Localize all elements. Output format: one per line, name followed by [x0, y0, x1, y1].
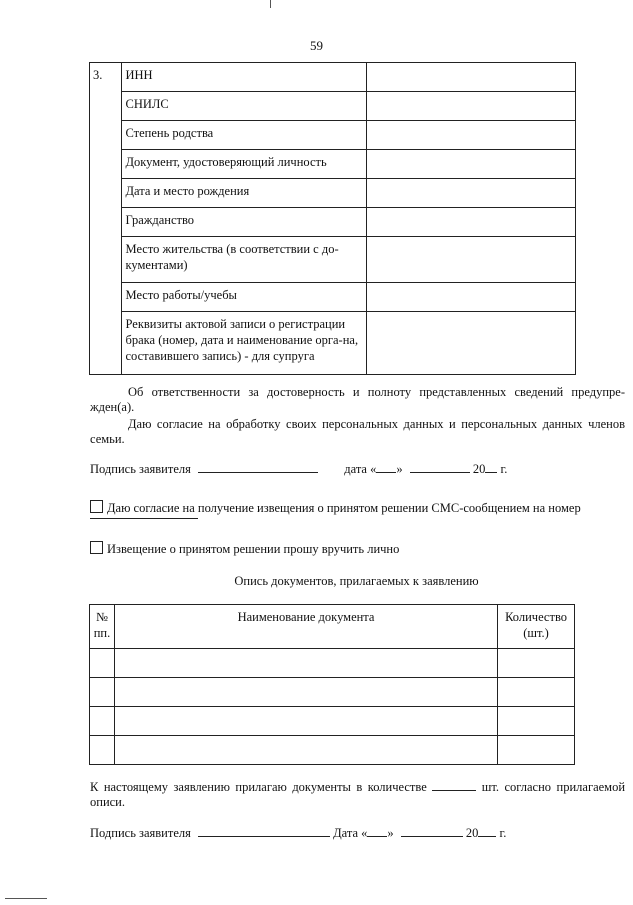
- personal-option-label: Извещение о принятом решении прошу вручить лично: [107, 542, 400, 556]
- row-name-cell[interactable]: [114, 678, 497, 707]
- label-citizenship: Гражданство: [121, 208, 366, 237]
- date-close-1: »: [396, 462, 403, 476]
- inventory-header-quantity: Количество (шт.): [498, 605, 575, 649]
- row-name-cell[interactable]: [114, 736, 497, 765]
- label-residence: Место жительства (в соответствии с до-кументами): [121, 237, 366, 283]
- table-row: [90, 736, 575, 765]
- row-number-cell[interactable]: [90, 736, 115, 765]
- value-citizenship[interactable]: [366, 208, 575, 237]
- row-quantity-cell[interactable]: [498, 736, 575, 765]
- row-number-cell[interactable]: [90, 707, 115, 736]
- year-suffix-2: г.: [499, 826, 507, 840]
- year-prefix-1: 20: [472, 462, 486, 476]
- attachments-text-start: К настоящему заявлению прилагаю документы в количестве: [90, 780, 427, 794]
- signature-line-2: [90, 824, 625, 841]
- page-number: 59: [310, 38, 323, 53]
- sms-phone-blank[interactable]: [90, 518, 198, 519]
- date-month-blank-1[interactable]: [410, 460, 470, 473]
- year-blank-1[interactable]: [485, 460, 497, 473]
- table-row: [90, 649, 575, 678]
- row-quantity-cell[interactable]: [498, 649, 575, 678]
- attachments-text-end: шт. согласно прилагаемой описи.: [90, 780, 626, 809]
- attachments-paragraph: [90, 778, 625, 810]
- inventory-header-number: № пп.: [90, 605, 115, 649]
- personal-option: [90, 541, 625, 557]
- row-quantity-cell[interactable]: [498, 678, 575, 707]
- inventory-table: [89, 604, 575, 765]
- year-suffix-1: г.: [500, 462, 508, 476]
- consent-paragraph: Даю согласие на обработку своих персональных данных и персональных данных членов семьи.: [90, 417, 625, 446]
- label-work-study: Место работы/учебы: [121, 283, 366, 312]
- label-inn: ИНН: [121, 63, 366, 92]
- label-snils: СНИЛС: [121, 92, 366, 121]
- row-name-cell[interactable]: [114, 707, 497, 736]
- date-close-2: »: [387, 826, 394, 840]
- date-day-blank-2[interactable]: [367, 824, 387, 837]
- signature-blank-2[interactable]: [198, 824, 330, 837]
- top-tick-mark: [270, 0, 271, 8]
- date-month-blank-2[interactable]: [401, 824, 463, 837]
- value-marriage-record[interactable]: [366, 312, 575, 375]
- sms-option-checkbox[interactable]: [90, 500, 103, 513]
- inventory-title: Опись документов, прилагаемых к заявлению: [234, 574, 479, 588]
- row-quantity-cell[interactable]: [498, 707, 575, 736]
- responsibility-paragraph: Об ответственности за достоверность и полноту представленных сведений предупре-жден(а).: [90, 385, 625, 414]
- value-identity-document[interactable]: [366, 150, 575, 179]
- date-day-blank-1[interactable]: [376, 460, 396, 473]
- year-blank-2[interactable]: [478, 824, 496, 837]
- inventory-header-name: Наименование документа: [114, 605, 497, 649]
- table-row: [90, 678, 575, 707]
- value-snils[interactable]: [366, 92, 575, 121]
- value-birth-date-place[interactable]: [366, 179, 575, 208]
- row-number: 3.: [90, 63, 122, 375]
- signature-line-1: [90, 460, 625, 477]
- label-identity-document: Документ, удостоверяющий личность: [121, 150, 366, 179]
- label-marriage-record: Реквизиты актовой записи о регистрации брака (номер, дата и наименование орга-на, составившего запись) - для супруга: [121, 312, 366, 375]
- sms-option: [90, 500, 625, 516]
- value-work-study[interactable]: [366, 283, 575, 312]
- row-number-cell[interactable]: [90, 678, 115, 707]
- attachments-count-blank[interactable]: [432, 778, 476, 791]
- family-member-table: [89, 62, 576, 375]
- row-name-cell[interactable]: [114, 649, 497, 678]
- date-label-1: дата «: [344, 462, 377, 476]
- value-inn[interactable]: [366, 63, 575, 92]
- value-residence[interactable]: [366, 237, 575, 283]
- signature-blank-1[interactable]: [198, 460, 318, 473]
- personal-option-checkbox[interactable]: [90, 541, 103, 554]
- label-birth-date-place: Дата и место рождения: [121, 179, 366, 208]
- value-kinship[interactable]: [366, 121, 575, 150]
- label-kinship: Степень родства: [121, 121, 366, 150]
- signature-label-1: Подпись заявителя: [90, 462, 191, 476]
- sms-option-label: Даю согласие на получение извещения о принятом решении СМС-сообщением на номер: [107, 501, 581, 515]
- signature-label-2: Подпись заявителя: [90, 826, 191, 840]
- footer-rule: [5, 898, 47, 899]
- date-label-2: Дата «: [333, 826, 368, 840]
- row-number-cell[interactable]: [90, 649, 115, 678]
- year-prefix-2: 20: [465, 826, 479, 840]
- table-row: [90, 707, 575, 736]
